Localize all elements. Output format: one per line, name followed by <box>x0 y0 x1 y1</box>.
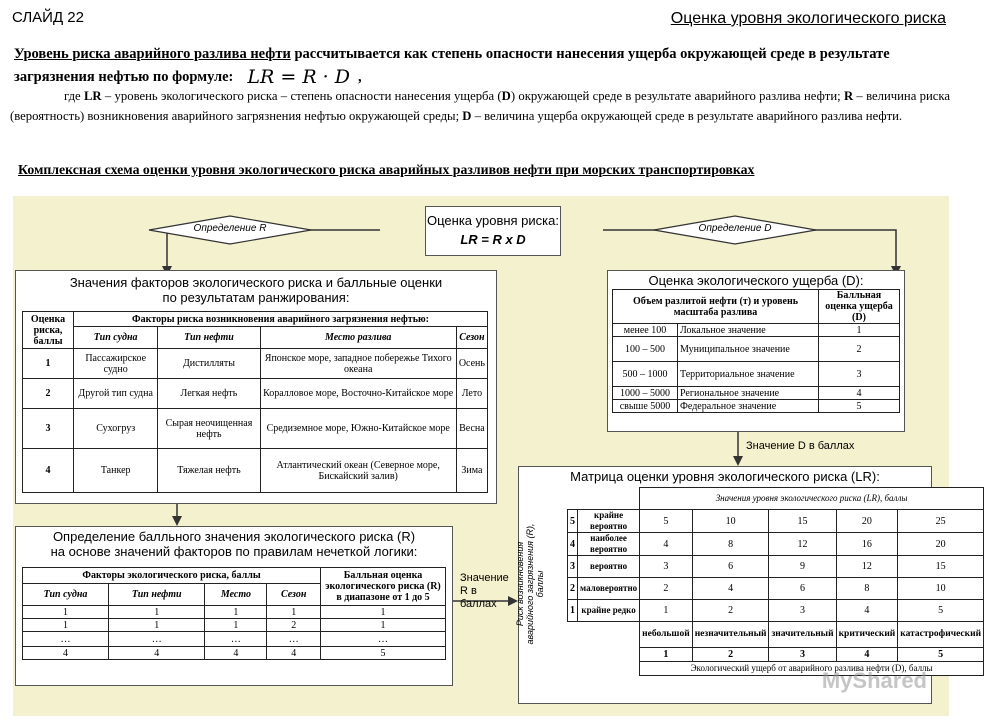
fuzzy-group-header: Факторы экологического риска, баллы <box>23 568 321 584</box>
corner-cell <box>568 662 640 676</box>
table-row <box>23 632 446 647</box>
fuzzy-col-season: Сезон <box>267 584 321 606</box>
cell-oil: Легкая нефть <box>158 379 260 409</box>
fuzzy-col-ship: Тип судна <box>23 584 109 606</box>
watermark: MyShared <box>821 668 927 693</box>
def-lr: LR <box>83 89 102 103</box>
cell-ship: Пассажирское судно <box>74 349 158 379</box>
slide-number: СЛАЙД 22 <box>12 9 84 26</box>
damage-labels-row <box>568 622 984 648</box>
definitions-paragraph <box>10 86 950 126</box>
cell-season: Лето <box>456 379 487 409</box>
def-d: D <box>501 89 511 103</box>
table-row <box>23 619 446 632</box>
factors-subtitle: по результатам ранжирования: <box>162 290 350 305</box>
table-row <box>613 387 900 400</box>
table-row <box>568 600 984 622</box>
damage-scores-row <box>568 648 984 662</box>
cell-place: Атлантический океан (Северное море, Бискайский залив) <box>260 449 456 493</box>
table-row <box>23 647 446 660</box>
table-row <box>568 578 984 600</box>
cell-place: Японское море, западное побережье Тихого океана <box>260 349 456 379</box>
cell: 1 <box>205 606 267 619</box>
table-row <box>23 449 488 493</box>
table-row <box>613 400 900 413</box>
lr-value: 5 <box>898 600 984 622</box>
cell-place: Коралловое море, Восточно-Китайское море <box>260 379 456 409</box>
col-oil: Тип нефти <box>158 327 260 349</box>
corner-cell <box>568 648 640 662</box>
lr-value: 6 <box>692 556 769 578</box>
fuzzy-title: Определение балльного значения экологического риска (R) <box>52 529 416 544</box>
table-row <box>23 349 488 379</box>
intro-term: Уровень риска аварийного разлива нефти <box>14 46 291 62</box>
lr-value: 3 <box>640 556 693 578</box>
table-row <box>568 510 984 533</box>
cell-volume: свыше 5000 <box>613 400 678 413</box>
lr-value: 8 <box>692 533 769 556</box>
r-label: вероятно <box>578 556 640 578</box>
table-row <box>613 324 900 337</box>
cell-level: Локальное значение <box>678 324 819 337</box>
cell-damage-score: 4 <box>819 387 900 400</box>
fuzzy-box <box>15 526 453 686</box>
cell-level: Региональное значение <box>678 387 819 400</box>
factors-title: Значения факторов экологического риска и балльные оценки <box>69 275 443 290</box>
matrix-table <box>567 487 984 676</box>
fuzzy-result-header: Балльная оценка экологического риска (R) в диапазоне от 1 до 5 <box>321 568 446 606</box>
table-row <box>568 533 984 556</box>
table-row <box>568 556 984 578</box>
fuzzy-col-oil: Тип нефти <box>108 584 204 606</box>
factors-box <box>15 270 497 504</box>
cell-place: Средиземное море, Южно-Китайское море <box>260 409 456 449</box>
table-row <box>613 362 900 387</box>
damage-label: критический <box>836 622 898 648</box>
table-row <box>23 606 446 619</box>
r-score: 1 <box>568 600 578 622</box>
risk-level-formula: LR = R x D <box>460 232 526 247</box>
cell: 5 <box>321 647 446 660</box>
scheme-diagram <box>13 196 982 716</box>
cell: … <box>267 632 321 647</box>
cell-damage-score: 3 <box>819 362 900 387</box>
cell-oil: Дистилляты <box>158 349 260 379</box>
cell-damage-score: 1 <box>819 324 900 337</box>
cell-score: 2 <box>23 379 74 409</box>
r-value-label: Значение R в баллах <box>460 572 509 610</box>
cell-ship: Другой тип судна <box>74 379 158 409</box>
cell: … <box>108 632 204 647</box>
cell: 1 <box>267 606 321 619</box>
def-text: где <box>64 89 84 103</box>
formula: LR = R · D <box>247 66 350 88</box>
lr-value: 4 <box>692 578 769 600</box>
risk-level-box <box>425 206 561 256</box>
matrix-footer: Экологический ущерб от аварийного разлива нефти (D), баллы <box>640 662 984 676</box>
cell-level: Территориальное значение <box>678 362 819 387</box>
cell-score: 3 <box>23 409 74 449</box>
matrix-title: Матрица оценки уровня экологического риска (LR): <box>570 469 880 484</box>
col-place: Место разлива <box>260 327 456 349</box>
col-season: Сезон <box>456 327 487 349</box>
r-label: маловероятно <box>578 578 640 600</box>
def-text: ) окружающей среде в результате аварийного разлива нефти; <box>510 89 844 103</box>
cell-oil: Сырая неочищенная нефть <box>158 409 260 449</box>
cell: 1 <box>321 606 446 619</box>
cell: 1 <box>205 619 267 632</box>
cell: 1 <box>108 619 204 632</box>
def-d-label: Определение D <box>698 223 772 234</box>
cell-ship: Танкер <box>74 449 158 493</box>
matrix-side-label: Риск возникновения аварийного загрязнения (R), баллы <box>515 523 545 645</box>
lr-value: 3 <box>769 600 836 622</box>
col-ship: Тип судна <box>74 327 158 349</box>
cell-volume: 500 – 1000 <box>613 362 678 387</box>
lr-value: 4 <box>640 533 693 556</box>
lr-value: 10 <box>898 578 984 600</box>
fuzzy-col-place: Место <box>205 584 267 606</box>
cell-level: Муниципальное значение <box>678 337 819 362</box>
cell: 1 <box>23 619 109 632</box>
damage-title: Оценка экологического ущерба (D): <box>648 273 864 288</box>
lr-value: 15 <box>898 556 984 578</box>
lr-value: 25 <box>898 510 984 533</box>
corner-cell <box>568 622 640 648</box>
lr-value: 2 <box>692 600 769 622</box>
risk-level-title: Оценка уровня риска: <box>427 213 559 228</box>
damage-score: 1 <box>640 648 693 662</box>
lr-value: 15 <box>769 510 836 533</box>
cell: 2 <box>267 619 321 632</box>
group-header: Факторы риска возникновения аварийного загрязнения нефтью: <box>74 312 488 327</box>
cell: … <box>205 632 267 647</box>
lr-value: 1 <box>640 600 693 622</box>
cell-level: Федеральное значение <box>678 400 819 413</box>
lr-value: 12 <box>836 556 898 578</box>
intro-paragraph <box>14 44 944 88</box>
cell: 1 <box>23 606 109 619</box>
r-score: 4 <box>568 533 578 556</box>
lr-value: 16 <box>836 533 898 556</box>
r-score: 5 <box>568 510 578 533</box>
cell: 4 <box>23 647 109 660</box>
arrow-down-fuzzy <box>172 516 182 526</box>
cell: … <box>23 632 109 647</box>
damage-score: 4 <box>836 648 898 662</box>
cell-oil: Тяжелая нефть <box>158 449 260 493</box>
cell: … <box>321 632 446 647</box>
fuzzy-table <box>22 567 446 660</box>
lr-value: 20 <box>836 510 898 533</box>
cell: 1 <box>108 606 204 619</box>
side-label-wrap <box>515 513 545 645</box>
col-score-header: Оценка риска, баллы <box>23 312 74 349</box>
def-r-label: Определение R <box>193 223 267 234</box>
corner-cell <box>568 488 640 510</box>
r-label: крайне вероятно <box>578 510 640 533</box>
scheme-heading: Комплексная схема оценки уровня экологического риска аварийных разливов нефти при морских транспортировках <box>18 162 755 177</box>
damage-col2: Балльная оценка ущерба (D) <box>819 290 900 324</box>
cell: 4 <box>267 647 321 660</box>
damage-label: значительный <box>769 622 836 648</box>
r-score: 2 <box>568 578 578 600</box>
damage-score: 3 <box>769 648 836 662</box>
d-value-label: Значение D в баллах <box>746 440 855 452</box>
lr-value: 4 <box>836 600 898 622</box>
lr-value: 9 <box>769 556 836 578</box>
def-r: R <box>843 89 854 103</box>
lr-value: 6 <box>769 578 836 600</box>
cell-volume: 100 – 500 <box>613 337 678 362</box>
def-text: – величина риска (вероятность) возникновения аварийного загрязнения нефтью окружающей среды; <box>10 89 950 123</box>
cell-damage-score: 2 <box>819 337 900 362</box>
damage-score: 5 <box>898 648 984 662</box>
table-row <box>23 379 488 409</box>
lr-value: 10 <box>692 510 769 533</box>
cell-volume: менее 100 <box>613 324 678 337</box>
fuzzy-subtitle: на основе значений факторов по правилам нечеткой логики: <box>50 544 418 559</box>
r-score: 3 <box>568 556 578 578</box>
formula-comma: , <box>357 69 362 85</box>
cell-season: Зима <box>456 449 487 493</box>
lr-value: 20 <box>898 533 984 556</box>
table-row <box>613 337 900 362</box>
r-label: крайне редко <box>578 600 640 622</box>
damage-col1: Объем разлитой нефти (т) и уровень масштаба разлива <box>613 290 819 324</box>
def-d: D <box>462 109 472 123</box>
intro-text: рассчитывается как степень опасности нанесения ущерба окружающей среде в результате загрязнения нефтью по формуле: <box>14 46 890 85</box>
lr-value: 5 <box>640 510 693 533</box>
lr-value: 2 <box>640 578 693 600</box>
damage-score: 2 <box>692 648 769 662</box>
def-text: – величина ущерба окружающей среде в результате аварийного разлива нефти. <box>471 109 903 123</box>
cell-damage-score: 5 <box>819 400 900 413</box>
matrix-header: Значения уровня экологического риска (LR), баллы <box>640 488 984 510</box>
damage-box <box>607 270 905 432</box>
cell-score: 4 <box>23 449 74 493</box>
cell-score: 1 <box>23 349 74 379</box>
slide-title: Оценка уровня экологического риска <box>670 10 946 27</box>
cell-season: Весна <box>456 409 487 449</box>
cell: 1 <box>321 619 446 632</box>
cell: 4 <box>108 647 204 660</box>
table-row <box>23 409 488 449</box>
r-label: наиболее вероятно <box>578 533 640 556</box>
arrow-down-matrix <box>733 456 743 466</box>
factors-table <box>22 311 488 493</box>
def-text: – уровень экологического риска – степень опасности нанесения ущерба ( <box>101 89 502 103</box>
cell-season: Осень <box>456 349 487 379</box>
damage-table <box>612 289 900 413</box>
cell-ship: Сухогруз <box>74 409 158 449</box>
damage-label: незначительный <box>692 622 769 648</box>
lr-value: 12 <box>769 533 836 556</box>
cell: 4 <box>205 647 267 660</box>
cell-volume: 1000 – 5000 <box>613 387 678 400</box>
damage-label: небольшой <box>640 622 693 648</box>
lr-value: 8 <box>836 578 898 600</box>
damage-label: катастрофический <box>898 622 984 648</box>
